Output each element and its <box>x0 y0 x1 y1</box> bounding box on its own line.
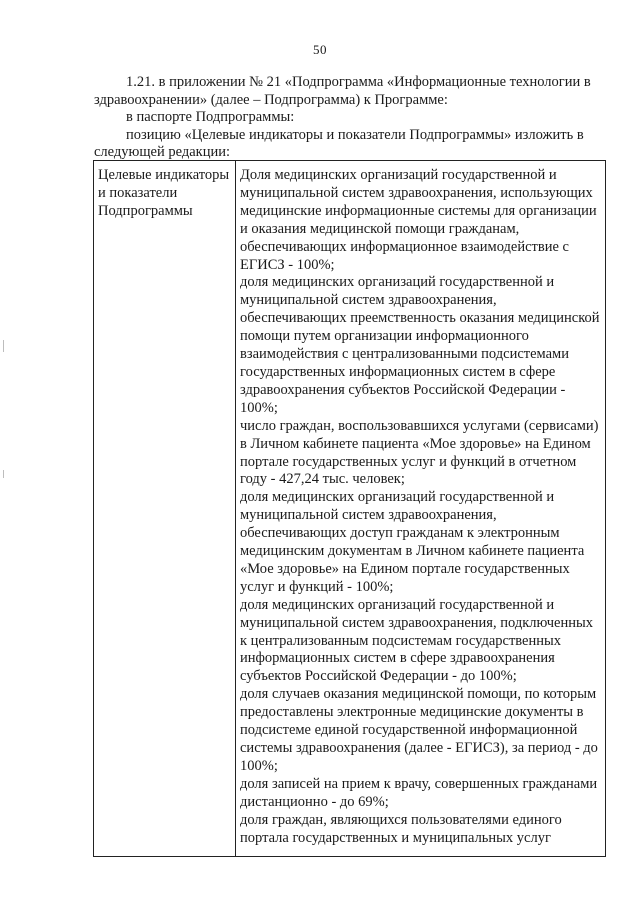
indicator-item: Доля медицинских организаций государственной и муниципальной систем здравоохранения, использующих медицинские информационные системы для организации и оказания медицинской помощи гражданам, обеспечивающих информационное взаимодействие с ЕГИСЗ - 100%; <box>240 167 597 273</box>
scan-artifact <box>3 340 4 352</box>
scan-artifact <box>3 470 4 478</box>
intro-paragraph-passport: в паспорте Подпрограммы: <box>126 109 295 126</box>
indicators-table <box>93 160 606 857</box>
table-label-cell: Целевые индикаторы и показатели Подпрограммы <box>94 161 236 857</box>
indicator-item: доля граждан, являющихся пользователями единого портала государственных и муниципальных услуг <box>240 811 562 846</box>
intro-text <box>94 74 612 162</box>
table-value-cell <box>236 161 606 857</box>
indicator-item: число граждан, воспользовавшихся услугами (сервисами) в Личном кабинете пациента «Мое здоровье» на Едином портале государственных услуг и функций в отчетном году - 427,24 тыс. человек; <box>240 417 599 488</box>
indicator-item: доля случаев оказания медицинской помощи, по которым предоставлены электронные медицинские документы в подсистеме единой государственной информационной системы здравоохранения (далее - ЕГИСЗ), за период - до 100%; <box>240 686 598 774</box>
indicator-item: доля медицинских организаций государственной и муниципальной систем здравоохранения, обеспечивающих доступ гражданам к электронным медицинским документам в Личном кабинете пациента «Мое здоровье» на Едином портале государственных услуг и функций - 100%; <box>240 489 585 595</box>
page-number: 50 <box>313 42 327 57</box>
indicator-item: доля медицинских организаций государственной и муниципальной систем здравоохранения, подключенных к централизованным подсистемам государственных информационных систем в сфере здравоохранения субъектов Российской Федерации - до 100%; <box>240 596 593 685</box>
intro-paragraph-instruction: позицию «Целевые индикаторы и показатели Подпрограммы» изложить в следующей редакции: <box>94 126 584 161</box>
intro-paragraph-amendment: 1.21. в приложении № 21 «Подпрограмма «Информационные технологии в здравоохранении» (далее – Подпрограмма) к Программе: <box>94 74 591 108</box>
table-row <box>94 161 606 857</box>
indicator-item: доля медицинских организаций государственной и муниципальной систем здравоохранения, обеспечивающих преемственность оказания медицинской помощи путем организации информационного взаимодействия с централизованными подсистемами государственных информационных систем в сфере здравоохранения субъектов Российской Федерации - 100%; <box>240 274 600 416</box>
indicator-item: доля записей на прием к врачу, совершенных гражданами дистанционно - до 69%; <box>240 775 598 810</box>
